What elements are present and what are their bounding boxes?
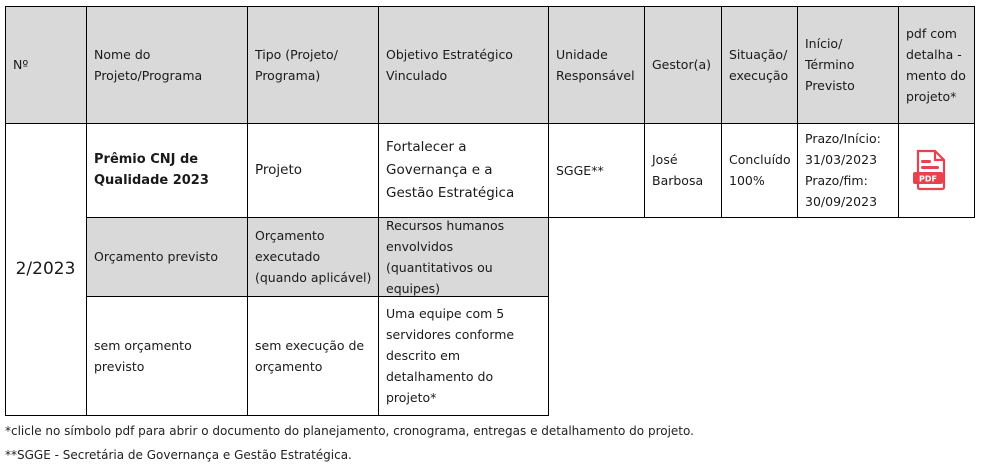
header-nome: Nome do Projeto/Programa [86,6,247,123]
header-pdf: pdf com detalha - mento do projeto* [898,6,974,123]
grid-line [5,6,6,416]
grid-line [86,217,975,218]
prazo-fim-label: Prazo/fim: [805,173,868,188]
row-gestor: José Barbosa [652,152,704,188]
header-objetivo: Objetivo Estratégico Vinculado [378,6,548,123]
header-unidade: Unidade Responsável [548,6,644,123]
header-numero: Nº [5,6,86,123]
header-tipo: Tipo (Projeto/ Programa) [247,6,378,123]
sub-header-orcamento-previsto: Orçamento previsto [86,217,247,296]
row-unidade: SGGE** [556,162,604,178]
footnote-sgge: **SGGE - Secretária de Governança e Gestão Estratégica. [5,448,352,462]
footnote-pdf: *clicle no símbolo pdf para abrir o documento do planejamento, cronograma, entregas e detalhamento do projeto. [5,424,694,438]
sub-header-orcamento-executado: Orçamento executado (quando aplicável) [247,217,378,296]
grid-line [5,123,975,124]
grid-line [86,296,548,297]
prazo-fim-date: 30/09/2023 [805,194,878,209]
prazo-inicio-label: Prazo/Início: [805,131,881,146]
sub-header-recursos: Recursos humanos envolvidos (quantitativos ou equipes) [378,217,548,296]
grid-line [86,6,87,416]
row-nome: Prêmio CNJ de Qualidade 2023 [94,152,209,188]
row-prazo [797,123,898,217]
sub-row-orcamento-executado: sem execução de orçamento [255,337,365,374]
grid-line [974,6,975,218]
grid-line [378,6,379,416]
grid-line [5,6,975,7]
grid-line [247,6,248,416]
pdf-icon[interactable] [910,149,950,191]
row-numero: 2/2023 [15,258,76,279]
row-situacao: Concluído 100% [729,152,791,188]
prazo-inicio-date: 31/03/2023 [805,152,878,167]
pdf-icon-text: PDF [919,174,937,184]
grid-line [898,6,899,218]
grid-line [721,6,722,218]
grid-line [797,6,798,218]
header-inicio: Início/ Término Previsto [797,6,898,123]
header-gestor: Gestor(a) [644,6,721,123]
grid-line [548,6,549,416]
row-objetivo: Fortalecer a Governança e a Gestão Estratégica [386,138,515,201]
header-situacao: Situação/ execução [721,6,797,123]
sub-row-recursos: Uma equipe com 5 servidores conforme descrito em detalhamento do projeto* [386,306,515,405]
row-tipo: Projeto [255,161,303,178]
grid-line [644,6,645,218]
sub-row-orcamento-previsto: sem orçamento previsto [94,337,192,374]
